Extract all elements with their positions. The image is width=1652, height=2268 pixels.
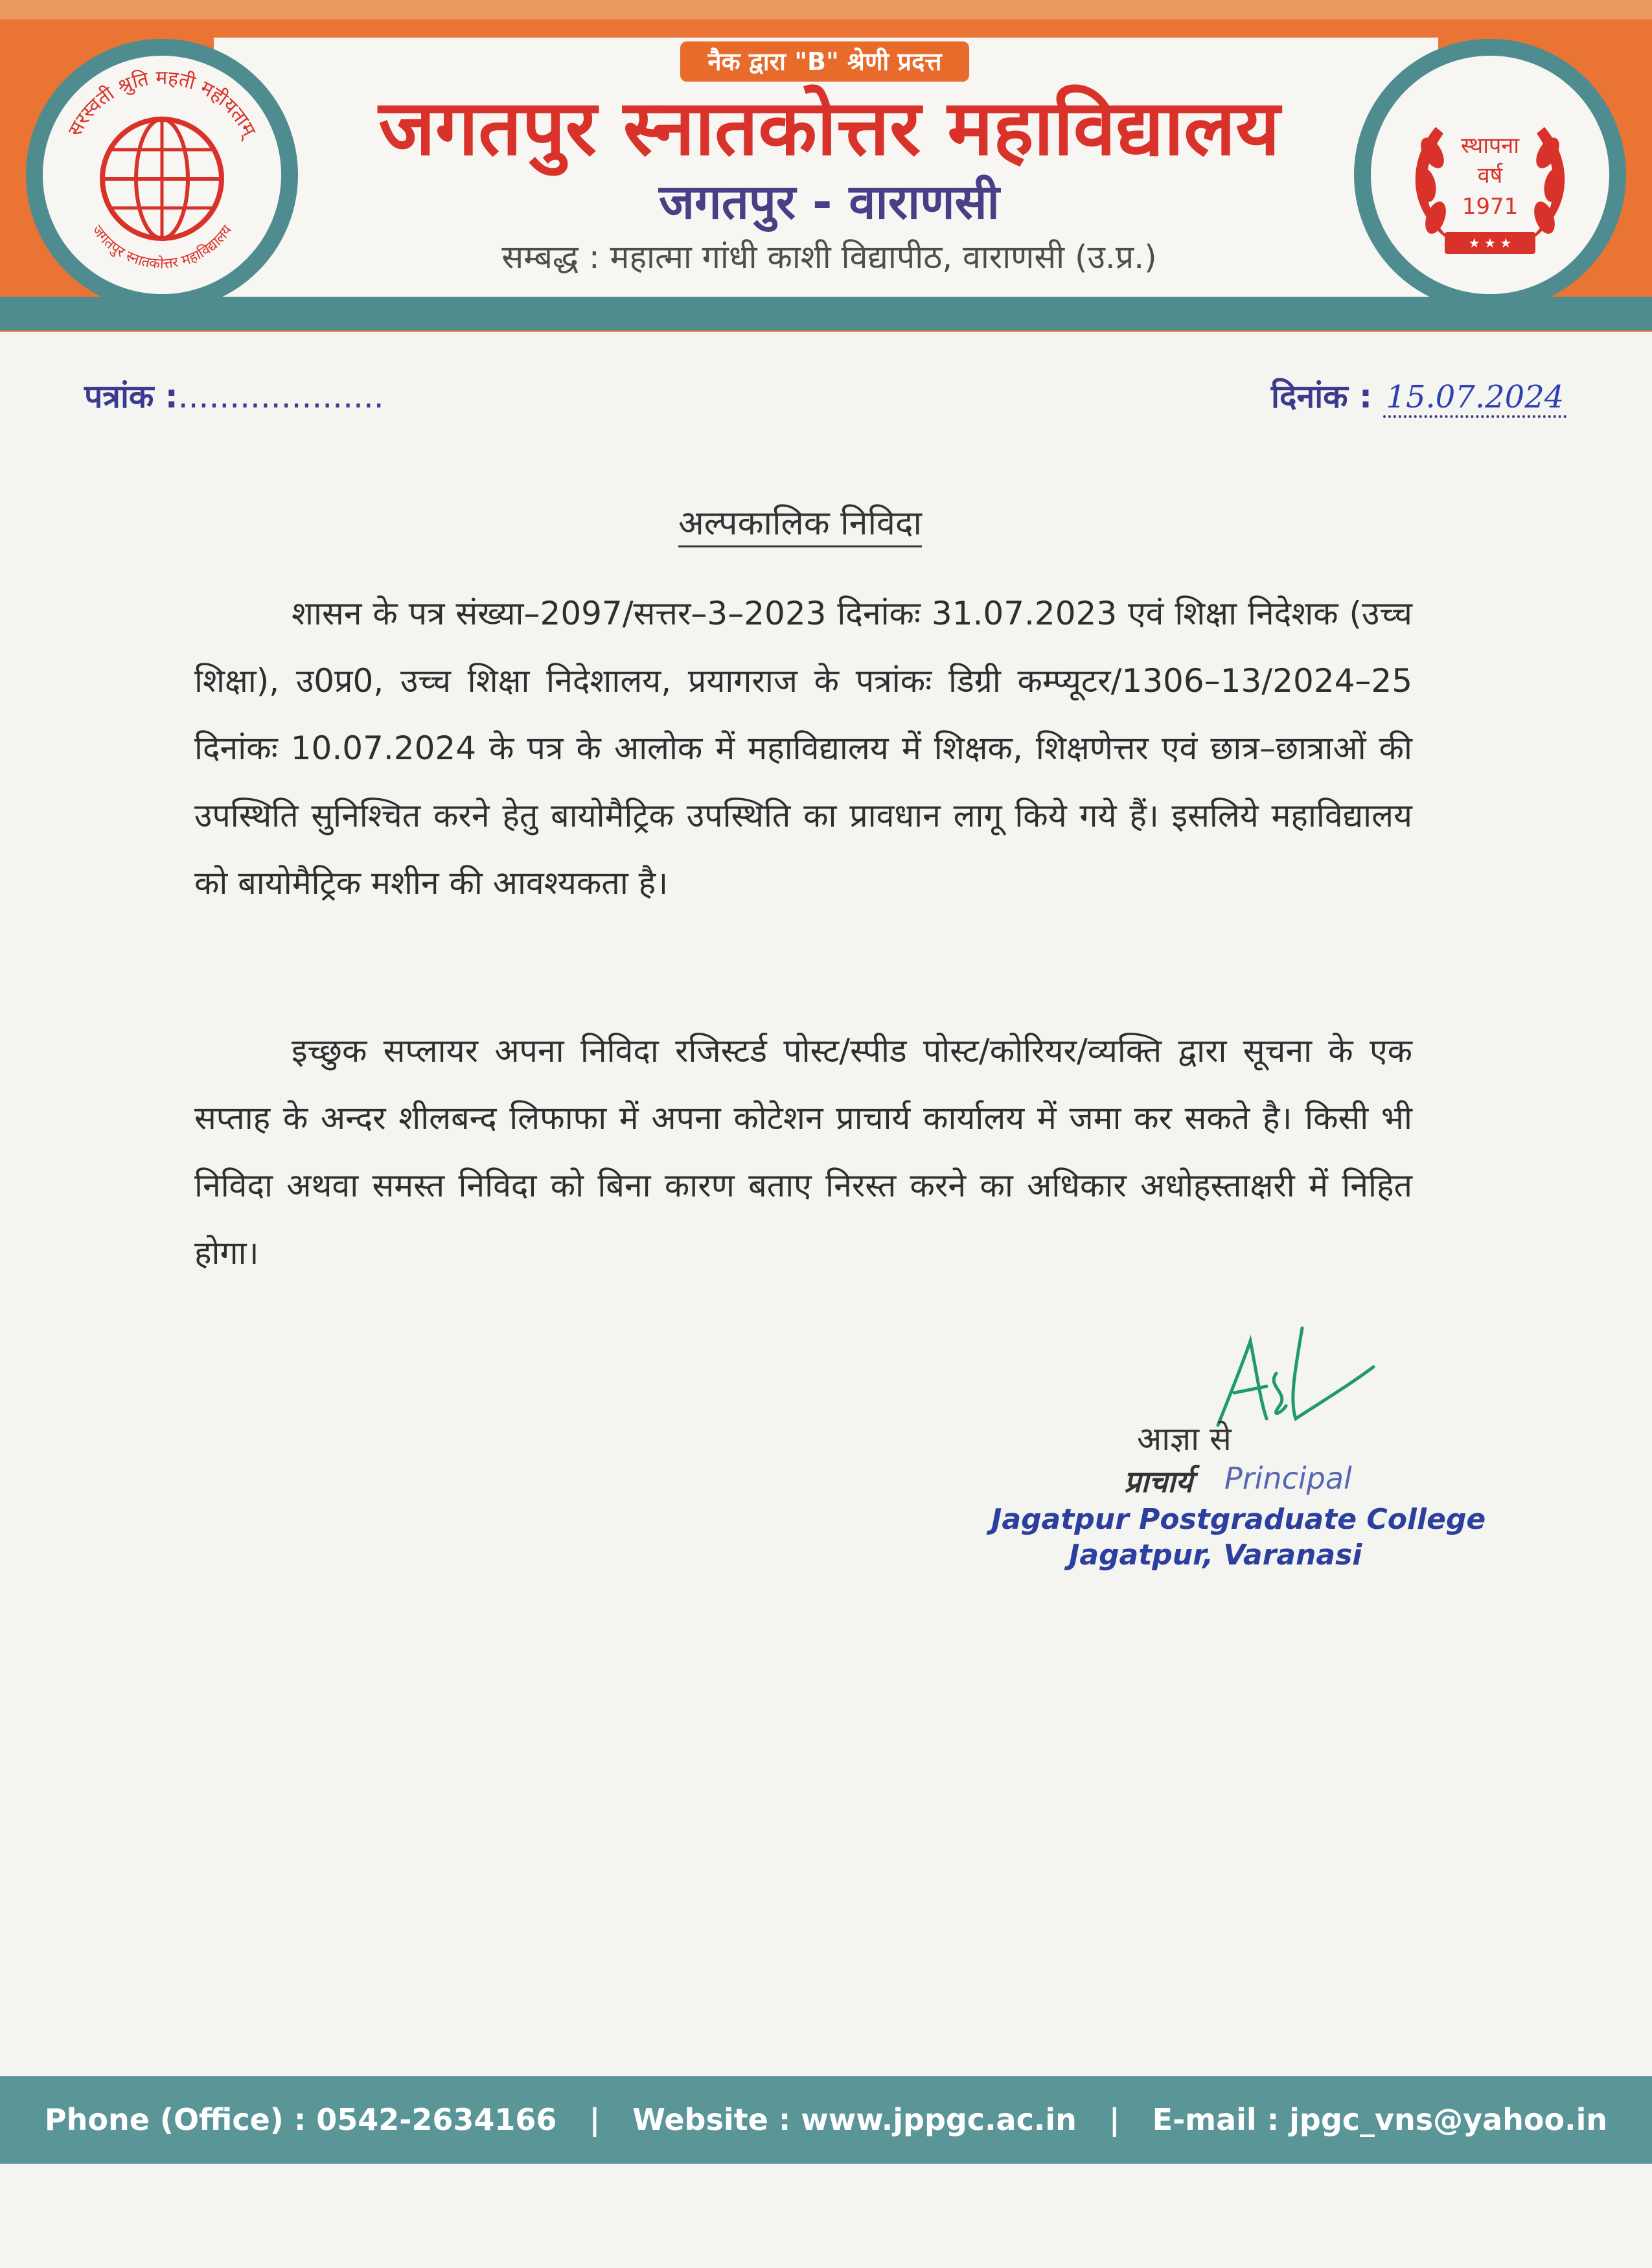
footer-email[interactable]: E-mail : jpgc_vns@yahoo.in (1152, 2102, 1608, 2137)
stamp-city: Jagatpur, Varanasi (1069, 1539, 1362, 1572)
date-value: 15.07.2024 (1383, 379, 1566, 418)
laurel-wreath-icon (1371, 56, 1609, 294)
college-city: जगतपुर - वाराणसी (659, 174, 1000, 230)
affiliation-line: सम्बद्ध : महात्मा गांधी काशी विद्यापीठ, वाराणसी (उ.प्र.) (501, 238, 1157, 276)
reference-number (84, 373, 384, 417)
notice-paragraph-1: शासन के पत्र संख्या–2097/सत्तर–3–2023 दिनांकः 31.07.2023 एवं शिक्षा निदेशक (उच्च शिक्षा), उ0प्र0, उच्च शिक्षा निदेशालय, प्रयागराज के पत्रांकः डिग्री कम्प्यूटर/1306–13/2024–25 दिनांकः 10.07.2024 के पत्र के आलोक में महाविद्यालय में शिक्षक, शिक्षणेत्तर एवं छात्र–छात्राओं की उपस्थिति सुनिश्चित करने हेतु बायोमैट्रिक उपस्थिति का प्रावधान लागू किये गये हैं। इसलिये महाविद्यालय को बायोमैट्रिक मशीन की आवश्यकता है। (194, 595, 1412, 902)
principal-hindi: प्राचार्य (1124, 1464, 1193, 1499)
emblem-varsh: वर्ष (1477, 163, 1503, 189)
footer-phone: Phone (Office) : 0542-2634166 (44, 2102, 557, 2137)
footer-separator: | (589, 2102, 601, 2137)
handwritten-signature (1205, 1315, 1386, 1471)
stamp-college-name: Jagatpur Postgraduate College (991, 1503, 1486, 1536)
by-order-text: आज्ञा से (1137, 1420, 1232, 1458)
notice-paragraph-2: इच्छुक सप्लायर अपना निविदा रजिस्टर्ड पोस्ट/स्पीड पोस्ट/कोरियर/व्यक्ति द्वारा सूचना के एक सप्ताह के अन्दर शीलबन्द लिफाफा में अपना कोटेशन प्राचार्य कार्यालय में जमा कर सकते है। किसी भी निविदा अथवा समस्त निविदा को बिना कारण बताए निरस्त करने का अधिकार अधोहस्ताक्षरी में निहित होगा। (194, 1032, 1412, 1272)
college-name: जगतपुर स्नातकोत्तर महाविद्यालय (378, 82, 1280, 172)
naac-grade-badge: नैक द्वारा "B" श्रेणी प्रदत्त (680, 41, 969, 82)
footer-separator: | (1108, 2102, 1120, 2137)
letterhead-bottom-band (0, 297, 1652, 330)
establishment-emblem (1354, 39, 1626, 311)
college-logo-emblem (26, 39, 298, 311)
emblem-sthapana: स्थापना (1460, 133, 1520, 159)
letterhead-top-band (0, 0, 1652, 19)
footer-website[interactable]: Website : www.jppgc.ac.in (632, 2102, 1077, 2137)
footer-contact (0, 2076, 1652, 2164)
emblem-motto: सरस्वती श्रुति महती महीयताम् (63, 66, 260, 141)
stamp-principal: Principal (1224, 1461, 1352, 1496)
ribbon-stars: ★ ★ ★ (1468, 235, 1512, 251)
globe-icon (43, 56, 281, 294)
date-field (1271, 373, 1566, 417)
emblem-college-name: जगतपुर स्नातकोत्तर महाविद्यालय (88, 222, 236, 273)
emblem-year: 1971 (1462, 194, 1519, 220)
reference-label: पत्रांक : (84, 378, 178, 415)
reference-value: .................... (178, 378, 384, 415)
date-label: दिनांक : (1271, 378, 1373, 415)
notice-title: अल्पकालिक निविदा (0, 499, 1600, 545)
